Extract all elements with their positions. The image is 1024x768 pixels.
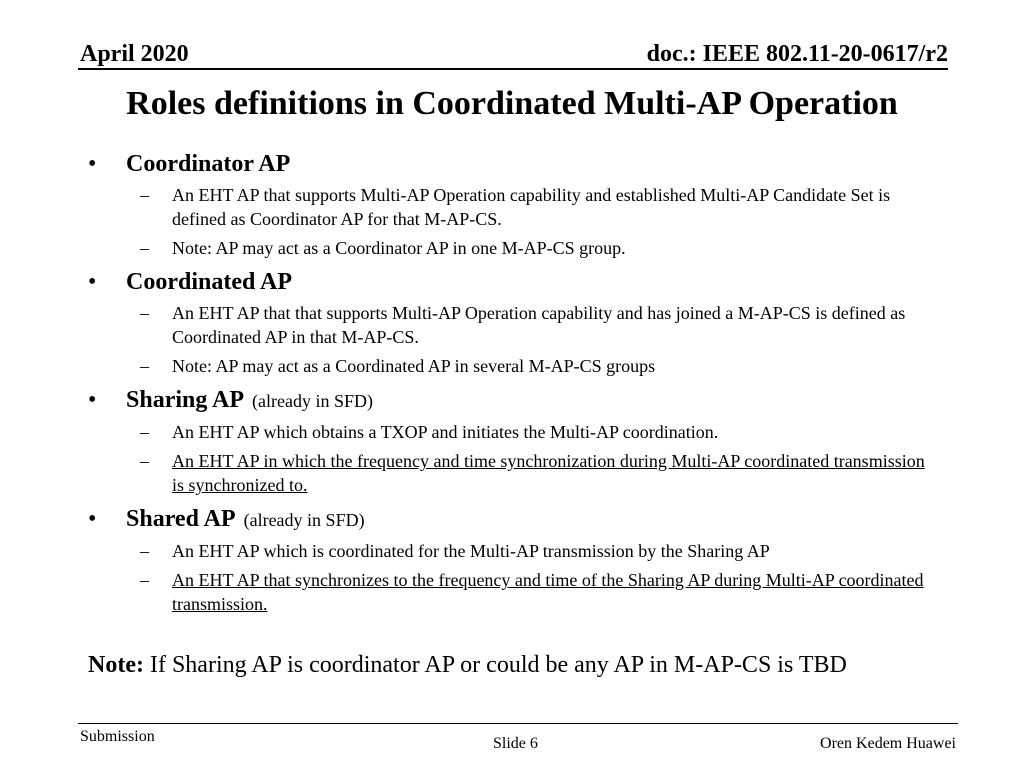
- note-label: Note:: [88, 652, 144, 678]
- section-heading: Shared AP: [126, 506, 236, 532]
- dash-icon: –: [140, 451, 149, 471]
- footer-slide-number: Slide 6: [493, 735, 538, 752]
- sub-item-text-underlined: An EHT AP in which the frequency and time synchronization during Multi-AP coordinated transmission is synchronized to.: [172, 451, 925, 495]
- sub-item-text: An EHT AP that supports Multi-AP Operation capability and established Multi-AP Candidate Set is defined as Coordinator AP for that M-AP-CS.: [172, 185, 891, 229]
- tbd-note: [88, 650, 847, 680]
- sub-item-text: An EHT AP which obtains a TXOP and initiates the Multi-AP coordination.: [172, 422, 719, 442]
- section-heading: Coordinated AP: [126, 269, 293, 295]
- sub-item: [88, 183, 938, 231]
- dash-icon: –: [140, 303, 149, 323]
- bullet-icon: •: [88, 506, 97, 532]
- bullet-icon: •: [88, 151, 97, 177]
- section-shared-ap: [88, 505, 938, 534]
- sub-item-text: Note: AP may act as a Coordinated AP in several M-AP-CS groups: [172, 356, 656, 376]
- sfd-note: (already in SFD): [243, 510, 365, 530]
- section-coordinated-ap: [88, 268, 938, 296]
- note-text: If Sharing AP is coordinator AP or could be any AP in M-AP-CS is TBD: [149, 652, 847, 678]
- sub-item: [88, 301, 938, 349]
- sub-item: [88, 420, 938, 444]
- sub-item-text: Note: AP may act as a Coordinator AP in one M-AP-CS group.: [172, 238, 626, 258]
- sub-item: [88, 568, 938, 616]
- sub-item-text: An EHT AP which is coordinated for the Multi-AP transmission by the Sharing AP: [172, 541, 770, 561]
- bullet-icon: •: [88, 269, 97, 295]
- sub-item: [88, 354, 938, 378]
- bullet-icon: •: [88, 387, 97, 413]
- dash-icon: –: [140, 356, 149, 376]
- dash-icon: –: [140, 185, 149, 205]
- section-heading: Sharing AP: [126, 387, 245, 413]
- header-doc-id: doc.: IEEE 802.11-20-0617/r2: [646, 41, 948, 67]
- sub-item: [88, 236, 938, 260]
- section-heading: Coordinator AP: [126, 151, 291, 177]
- slide-body: [88, 150, 938, 616]
- dash-icon: –: [140, 238, 149, 258]
- sfd-note: (already in SFD): [252, 391, 374, 411]
- footer-author: Oren Kedem Huawei: [820, 735, 956, 752]
- sub-item-text: An EHT AP that that supports Multi-AP Operation capability and has joined a M-AP-CS is defined as Coordinated AP in that M-AP-CS.: [172, 303, 906, 347]
- section-sharing-ap: [88, 386, 938, 415]
- footer-rule: [78, 723, 958, 724]
- dash-icon: –: [140, 570, 149, 590]
- header-date: April 2020: [80, 41, 189, 67]
- footer-submission: Submission: [80, 728, 155, 745]
- sub-item-text-underlined: An EHT AP that synchronizes to the frequency and time of the Sharing AP during Multi-AP coordinated transmission.: [172, 570, 924, 614]
- dash-icon: –: [140, 541, 149, 561]
- slide-title: Roles definitions in Coordinated Multi-AP Operation: [126, 85, 898, 122]
- sub-item: [88, 539, 938, 563]
- sub-item: [88, 449, 938, 497]
- dash-icon: –: [140, 422, 149, 442]
- header-rule: [78, 68, 948, 70]
- section-coordinator-ap: [88, 150, 938, 178]
